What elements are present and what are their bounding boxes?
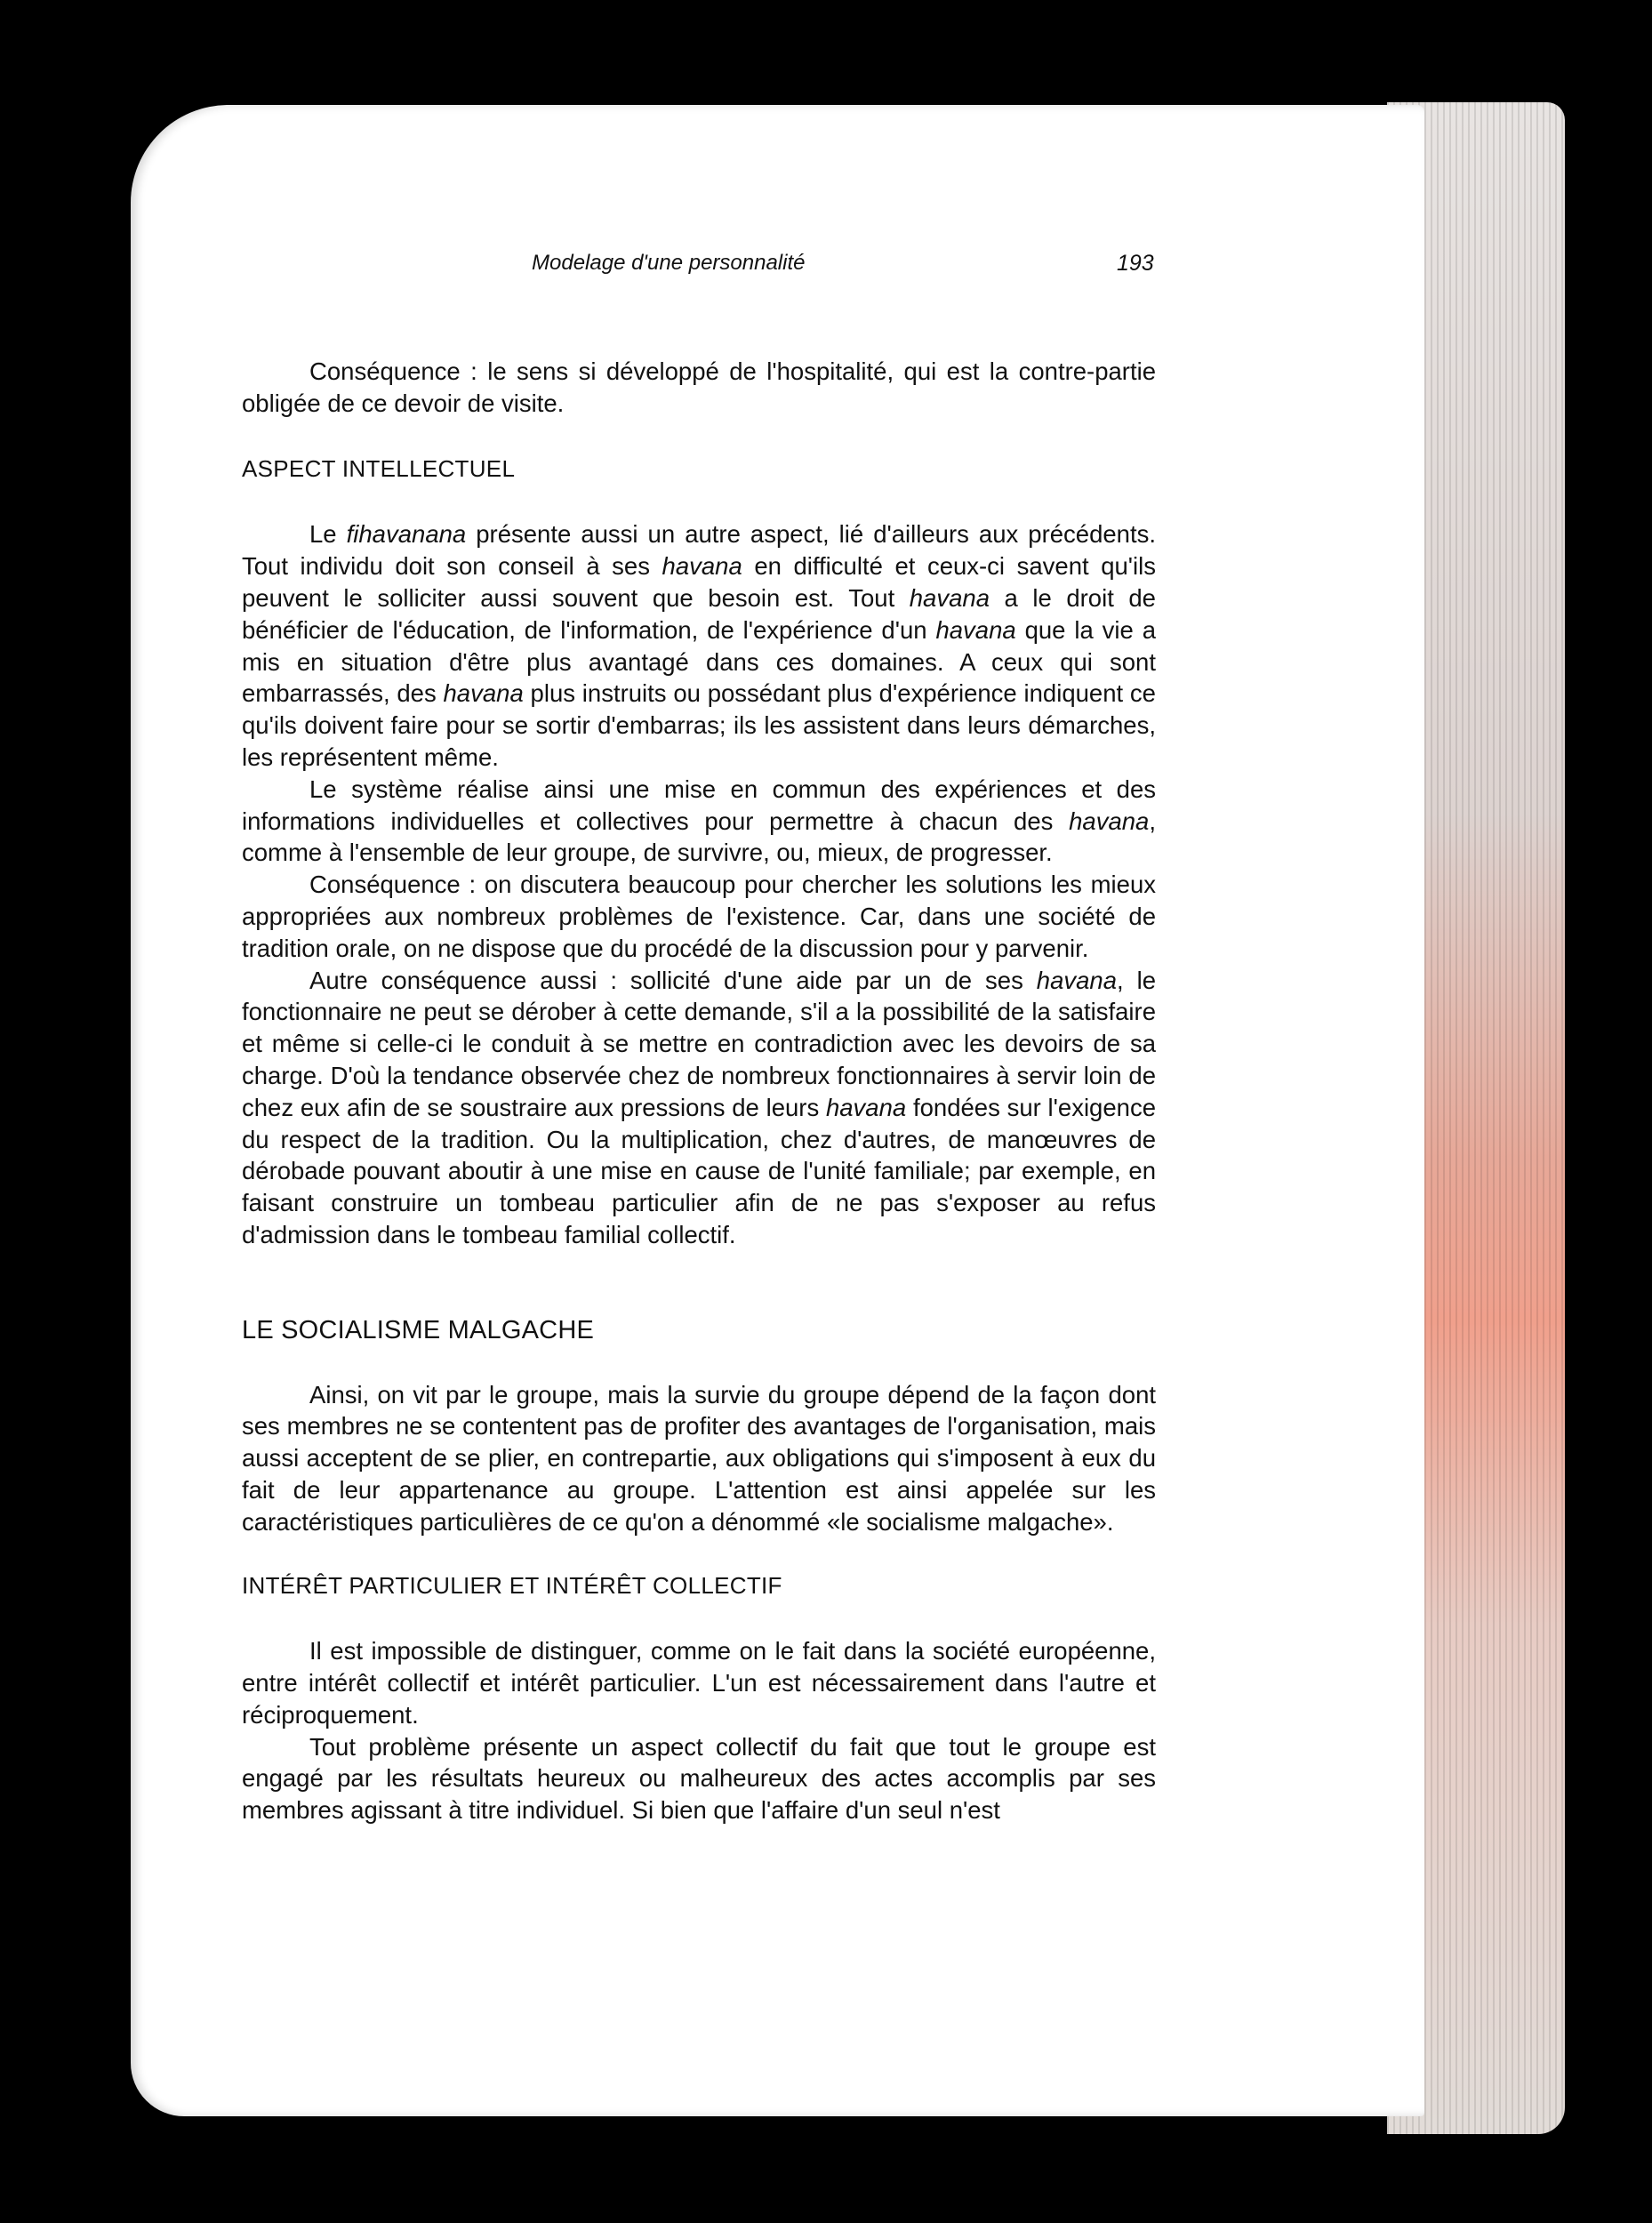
running-head <box>0 251 1652 279</box>
section-heading-socialisme-malgache: LE SOCIALISME MALGACHE <box>242 1315 595 1344</box>
paragraph: Le système réalise ainsi une mise en commun des expériences et des informations individuelles et collectives pour permettre à chacun des havana, comme à l'ensemble de leur groupe, de survivre, ou, mieux, de progresser. <box>242 774 1156 867</box>
header-title: Modelage d'une personnalité <box>532 251 806 275</box>
section-heading-interet: INTÉRÊT PARTICULIER ET INTÉRÊT COLLECTIF <box>242 1571 782 1599</box>
paragraph: Autre conséquence aussi : sollicité d'une aide par un de ses havana, le fonctionnaire ne peut se dérober à cette demande, s'il a la possibilité de la satisfaire et même si celle-ci le conduit à se mettre en contradiction avec les devoirs de sa charge. D'où la tendance observée chez de nombreux fonctionnaires à servir loin de chez eux afin de se soustraire aux pressions de leurs havana fondées sur l'exigence du respect de la tradition. Ou la multiplication, chez d'autres, de manœuvres de dérobade pouvant aboutir à une mise en cause de l'unité familiale; par exemple, en faisant construire un tombeau particulier afin de ne pas s'exposer au refus d'admission dans le tombeau familial collectif. <box>242 966 1156 1248</box>
paragraph: Tout problème présente un aspect collectif du fait que tout le groupe est engagé par les résultats heureux ou malheureux des actes accomplis par ses membres agissant à titre individuel. Si bien que l'affaire d'un seul n'est <box>242 1732 1156 1825</box>
page-number: 193 <box>1117 251 1154 276</box>
body-text <box>242 356 1156 1826</box>
section-heading-aspect-intellectuel: ASPECT INTELLECTUEL <box>242 454 516 482</box>
paragraph: Conséquence : le sens si développé de l'hospitalité, qui est la contre-partie obligée de ce devoir de visite. <box>242 357 1156 417</box>
paragraph: Conséquence : on discutera beaucoup pour chercher les solutions les mieux appropriées aux nombreux problèmes de l'existence. Car, dans une société de tradition orale, on ne dispose que du procédé de la discussion pour y parvenir. <box>242 871 1156 962</box>
paragraph: Il est impossible de distinguer, comme on le fait dans la société européenne, entre intérêt collectif et intérêt particulier. L'un est nécessairement dans l'autre et réciproquement. <box>242 1637 1156 1729</box>
paragraph: Ainsi, on vit par le groupe, mais la survie du groupe dépend de la façon dont ses membres ne se contentent pas de profiter des avantages de l'organisation, mais aussi acceptent de se plier, en contrepartie, aux obligations qui s'imposent à eux du fait de leur appartenance au groupe. L'attention est ainsi appelée sur les caractéristiques particulières de ce qu'on a dénommé «le socialisme malgache». <box>242 1380 1156 1536</box>
paragraph: Le fihavanana présente aussi un autre aspect, lié d'ailleurs aux précédents. Tout individu doit son conseil à ses havana en difficulté et ceux-ci savent qu'ils peuvent le solliciter aussi souvent que besoin est. Tout havana a le droit de bénéficier de l'éducation, de l'information, de l'expérience d'un havana que la vie a mis en situation d'être plus avantagé dans ces domaines. A ceux qui sont embarrassés, des havana plus instruits ou possédant plus d'expérience indiquent ce qu'ils doivent faire pour se sortir d'embarras; ils les assistent dans leurs démarches, les représentent même. <box>242 520 1156 771</box>
